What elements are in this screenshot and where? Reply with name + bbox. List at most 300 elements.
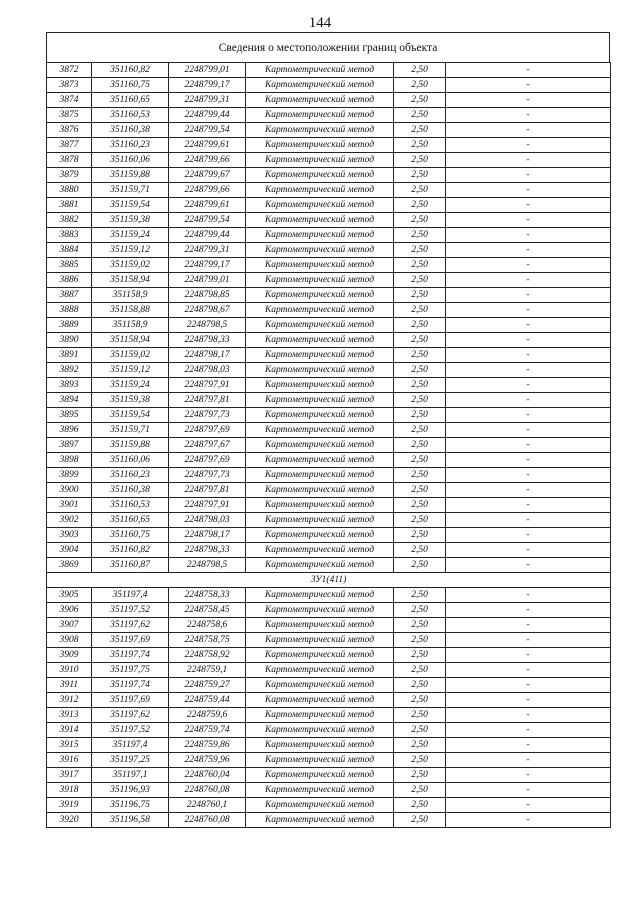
cell-description: -: [446, 228, 611, 243]
table-row: [47, 168, 611, 183]
cell-description: -: [446, 273, 611, 288]
table-row: [47, 393, 611, 408]
cell-method: Картометрический метод: [246, 603, 394, 618]
cell-point-number: 3916: [47, 753, 92, 768]
cell-y-coordinate: 2248798,5: [169, 318, 246, 333]
cell-point-number: 3900: [47, 483, 92, 498]
cell-description: -: [446, 693, 611, 708]
cell-accuracy: 2,50: [394, 333, 446, 348]
cell-accuracy: 2,50: [394, 813, 446, 828]
cell-description: -: [446, 183, 611, 198]
cell-x-coordinate: 351159,54: [92, 408, 169, 423]
cell-y-coordinate: 2248758,75: [169, 633, 246, 648]
table-row: [47, 408, 611, 423]
cell-method: Картометрический метод: [246, 153, 394, 168]
cell-y-coordinate: 2248798,5: [169, 558, 246, 573]
cell-x-coordinate: 351197,25: [92, 753, 169, 768]
cell-y-coordinate: 2248759,74: [169, 723, 246, 738]
table-row: [47, 333, 611, 348]
cell-description: -: [446, 678, 611, 693]
cell-accuracy: 2,50: [394, 363, 446, 378]
cell-accuracy: 2,50: [394, 453, 446, 468]
cell-x-coordinate: 351158,9: [92, 288, 169, 303]
cell-x-coordinate: 351197,74: [92, 648, 169, 663]
cell-y-coordinate: 2248798,17: [169, 348, 246, 363]
cell-method: Картометрический метод: [246, 678, 394, 693]
cell-point-number: 3920: [47, 813, 92, 828]
cell-description: -: [446, 633, 611, 648]
cell-point-number: 3889: [47, 318, 92, 333]
cell-description: -: [446, 453, 611, 468]
cell-point-number: 3885: [47, 258, 92, 273]
cell-point-number: 3874: [47, 93, 92, 108]
cell-accuracy: 2,50: [394, 318, 446, 333]
cell-description: -: [446, 153, 611, 168]
cell-description: -: [446, 243, 611, 258]
cell-y-coordinate: 2248799,54: [169, 213, 246, 228]
table-row: [47, 123, 611, 138]
cell-description: -: [446, 543, 611, 558]
cell-description: -: [446, 348, 611, 363]
table-row: [47, 228, 611, 243]
cell-x-coordinate: 351158,88: [92, 303, 169, 318]
cell-method: Картометрический метод: [246, 123, 394, 138]
cell-method: Картометрический метод: [246, 228, 394, 243]
cell-method: Картометрический метод: [246, 363, 394, 378]
table-row: [47, 63, 611, 78]
cell-method: Картометрический метод: [246, 783, 394, 798]
cell-x-coordinate: 351159,38: [92, 393, 169, 408]
cell-description: -: [446, 378, 611, 393]
cell-y-coordinate: 2248759,27: [169, 678, 246, 693]
cell-description: -: [446, 723, 611, 738]
cell-x-coordinate: 351160,23: [92, 468, 169, 483]
cell-point-number: 3912: [47, 693, 92, 708]
cell-y-coordinate: 2248797,69: [169, 423, 246, 438]
group-label: ЗУ1(411): [47, 573, 611, 588]
cell-y-coordinate: 2248797,73: [169, 408, 246, 423]
cell-x-coordinate: 351158,9: [92, 318, 169, 333]
page-number: 144: [308, 15, 332, 31]
cell-description: -: [446, 588, 611, 603]
cell-x-coordinate: 351160,38: [92, 483, 169, 498]
cell-y-coordinate: 2248798,33: [169, 333, 246, 348]
table-row: [47, 738, 611, 753]
cell-description: -: [446, 813, 611, 828]
cell-point-number: 3888: [47, 303, 92, 318]
cell-accuracy: 2,50: [394, 708, 446, 723]
cell-x-coordinate: 351160,06: [92, 453, 169, 468]
cell-x-coordinate: 351197,4: [92, 738, 169, 753]
cell-description: -: [446, 408, 611, 423]
cell-accuracy: 2,50: [394, 348, 446, 363]
cell-point-number: 3915: [47, 738, 92, 753]
cell-y-coordinate: 2248759,44: [169, 693, 246, 708]
cell-method: Картометрический метод: [246, 408, 394, 423]
cell-point-number: 3894: [47, 393, 92, 408]
cell-x-coordinate: 351196,75: [92, 798, 169, 813]
cell-point-number: 3911: [47, 678, 92, 693]
cell-accuracy: 2,50: [394, 408, 446, 423]
cell-accuracy: 2,50: [394, 693, 446, 708]
cell-accuracy: 2,50: [394, 528, 446, 543]
cell-point-number: 3869: [47, 558, 92, 573]
cell-y-coordinate: 2248798,03: [169, 513, 246, 528]
cell-accuracy: 2,50: [394, 618, 446, 633]
table-row: [47, 768, 611, 783]
cell-accuracy: 2,50: [394, 423, 446, 438]
cell-y-coordinate: 2248797,81: [169, 483, 246, 498]
coordinates-table: [46, 62, 611, 828]
cell-y-coordinate: 2248799,67: [169, 168, 246, 183]
cell-accuracy: 2,50: [394, 483, 446, 498]
cell-description: -: [446, 768, 611, 783]
cell-accuracy: 2,50: [394, 588, 446, 603]
cell-description: -: [446, 558, 611, 573]
cell-x-coordinate: 351160,75: [92, 78, 169, 93]
cell-method: Картометрический метод: [246, 213, 394, 228]
cell-accuracy: 2,50: [394, 303, 446, 318]
cell-description: -: [446, 213, 611, 228]
section-header: [46, 32, 610, 62]
cell-point-number: 3881: [47, 198, 92, 213]
cell-method: Картометрический метод: [246, 453, 394, 468]
cell-description: -: [446, 498, 611, 513]
cell-description: -: [446, 423, 611, 438]
table-row: [47, 618, 611, 633]
cell-method: Картометрический метод: [246, 738, 394, 753]
cell-method: Картометрический метод: [246, 378, 394, 393]
cell-accuracy: 2,50: [394, 738, 446, 753]
table-row: [47, 93, 611, 108]
cell-y-coordinate: 2248798,17: [169, 528, 246, 543]
cell-x-coordinate: 351159,88: [92, 168, 169, 183]
table-row: [47, 363, 611, 378]
cell-method: Картометрический метод: [246, 183, 394, 198]
table-row: [47, 633, 611, 648]
section-title: Сведения о местоположении границ объекта: [218, 42, 438, 54]
table-row: [47, 723, 611, 738]
cell-y-coordinate: 2248799,66: [169, 153, 246, 168]
cell-y-coordinate: 2248760,1: [169, 798, 246, 813]
cell-point-number: 3887: [47, 288, 92, 303]
cell-x-coordinate: 351160,38: [92, 123, 169, 138]
cell-accuracy: 2,50: [394, 63, 446, 78]
cell-description: -: [446, 528, 611, 543]
table-row: [47, 183, 611, 198]
cell-point-number: 3878: [47, 153, 92, 168]
cell-x-coordinate: 351159,24: [92, 228, 169, 243]
table-row: [47, 603, 611, 618]
cell-method: Картометрический метод: [246, 243, 394, 258]
table-row: [47, 588, 611, 603]
cell-point-number: 3883: [47, 228, 92, 243]
table-row: [47, 453, 611, 468]
cell-method: Картометрический метод: [246, 303, 394, 318]
cell-method: Картометрический метод: [246, 198, 394, 213]
cell-description: -: [446, 303, 611, 318]
cell-x-coordinate: 351197,74: [92, 678, 169, 693]
cell-method: Картометрический метод: [246, 648, 394, 663]
cell-point-number: 3875: [47, 108, 92, 123]
cell-x-coordinate: 351197,52: [92, 723, 169, 738]
cell-method: Картометрический метод: [246, 393, 394, 408]
cell-method: Картометрический метод: [246, 138, 394, 153]
cell-accuracy: 2,50: [394, 153, 446, 168]
cell-y-coordinate: 2248799,61: [169, 198, 246, 213]
coordinates-table-body: [47, 63, 611, 828]
cell-accuracy: 2,50: [394, 468, 446, 483]
cell-accuracy: 2,50: [394, 513, 446, 528]
cell-description: -: [446, 603, 611, 618]
cell-y-coordinate: 2248799,31: [169, 93, 246, 108]
cell-x-coordinate: 351197,62: [92, 708, 169, 723]
cell-accuracy: 2,50: [394, 243, 446, 258]
cell-x-coordinate: 351160,87: [92, 558, 169, 573]
table-row: [47, 198, 611, 213]
cell-accuracy: 2,50: [394, 378, 446, 393]
cell-x-coordinate: 351158,94: [92, 333, 169, 348]
cell-method: Картометрический метод: [246, 288, 394, 303]
cell-method: Картометрический метод: [246, 78, 394, 93]
table-row: [47, 138, 611, 153]
cell-x-coordinate: 351160,53: [92, 498, 169, 513]
cell-y-coordinate: 2248799,17: [169, 258, 246, 273]
cell-description: -: [446, 483, 611, 498]
cell-x-coordinate: 351159,71: [92, 183, 169, 198]
cell-method: Картометрический метод: [246, 663, 394, 678]
cell-description: -: [446, 198, 611, 213]
cell-accuracy: 2,50: [394, 93, 446, 108]
cell-point-number: 3902: [47, 513, 92, 528]
cell-description: -: [446, 123, 611, 138]
cell-x-coordinate: 351196,93: [92, 783, 169, 798]
cell-accuracy: 2,50: [394, 108, 446, 123]
table-row: [47, 78, 611, 93]
cell-description: -: [446, 798, 611, 813]
cell-point-number: 3884: [47, 243, 92, 258]
cell-point-number: 3907: [47, 618, 92, 633]
cell-y-coordinate: 2248797,91: [169, 378, 246, 393]
cell-method: Картометрический метод: [246, 333, 394, 348]
cell-y-coordinate: 2248797,91: [169, 498, 246, 513]
cell-y-coordinate: 2248758,33: [169, 588, 246, 603]
cell-point-number: 3905: [47, 588, 92, 603]
cell-y-coordinate: 2248799,01: [169, 273, 246, 288]
cell-x-coordinate: 351197,4: [92, 588, 169, 603]
cell-x-coordinate: 351159,24: [92, 378, 169, 393]
cell-y-coordinate: 2248799,66: [169, 183, 246, 198]
cell-y-coordinate: 2248759,86: [169, 738, 246, 753]
cell-accuracy: 2,50: [394, 183, 446, 198]
cell-x-coordinate: 351197,69: [92, 693, 169, 708]
cell-point-number: 3893: [47, 378, 92, 393]
cell-method: Картометрический метод: [246, 168, 394, 183]
cell-description: -: [446, 138, 611, 153]
table-row: [47, 258, 611, 273]
table-row: [47, 528, 611, 543]
cell-method: Картометрический метод: [246, 693, 394, 708]
table-row: [47, 813, 611, 828]
table-row: [47, 153, 611, 168]
cell-point-number: 3906: [47, 603, 92, 618]
cell-accuracy: 2,50: [394, 213, 446, 228]
cell-description: -: [446, 363, 611, 378]
cell-y-coordinate: 2248759,6: [169, 708, 246, 723]
cell-x-coordinate: 351160,23: [92, 138, 169, 153]
cell-y-coordinate: 2248798,67: [169, 303, 246, 318]
cell-description: -: [446, 783, 611, 798]
cell-accuracy: 2,50: [394, 783, 446, 798]
table-row: [47, 798, 611, 813]
cell-method: Картометрический метод: [246, 93, 394, 108]
cell-accuracy: 2,50: [394, 603, 446, 618]
cell-method: Картометрический метод: [246, 498, 394, 513]
cell-point-number: 3908: [47, 633, 92, 648]
cell-method: Картометрический метод: [246, 513, 394, 528]
cell-point-number: 3891: [47, 348, 92, 363]
cell-method: Картометрический метод: [246, 798, 394, 813]
cell-method: Картометрический метод: [246, 63, 394, 78]
cell-y-coordinate: 2248799,54: [169, 123, 246, 138]
cell-accuracy: 2,50: [394, 678, 446, 693]
cell-description: -: [446, 468, 611, 483]
cell-x-coordinate: 351158,94: [92, 273, 169, 288]
table-row: [47, 303, 611, 318]
cell-accuracy: 2,50: [394, 663, 446, 678]
cell-description: -: [446, 753, 611, 768]
cell-accuracy: 2,50: [394, 138, 446, 153]
cell-y-coordinate: 2248797,69: [169, 453, 246, 468]
table-row: [47, 213, 611, 228]
cell-method: Картометрический метод: [246, 768, 394, 783]
cell-x-coordinate: 351160,82: [92, 63, 169, 78]
table-row: [47, 513, 611, 528]
cell-accuracy: 2,50: [394, 558, 446, 573]
cell-y-coordinate: 2248759,1: [169, 663, 246, 678]
table-row: [47, 693, 611, 708]
table-row: [47, 318, 611, 333]
cell-point-number: 3913: [47, 708, 92, 723]
cell-y-coordinate: 2248799,31: [169, 243, 246, 258]
cell-x-coordinate: 351160,06: [92, 153, 169, 168]
table-row: [47, 243, 611, 258]
table-row: [47, 678, 611, 693]
cell-method: Картометрический метод: [246, 108, 394, 123]
table-row: [47, 273, 611, 288]
cell-method: Картометрический метод: [246, 558, 394, 573]
cell-y-coordinate: 2248798,85: [169, 288, 246, 303]
cell-x-coordinate: 351197,75: [92, 663, 169, 678]
cell-point-number: 3917: [47, 768, 92, 783]
table-row: [47, 483, 611, 498]
cell-accuracy: 2,50: [394, 258, 446, 273]
cell-accuracy: 2,50: [394, 543, 446, 558]
cell-y-coordinate: 2248797,81: [169, 393, 246, 408]
cell-y-coordinate: 2248797,73: [169, 468, 246, 483]
cell-point-number: 3880: [47, 183, 92, 198]
table-row: [47, 378, 611, 393]
cell-x-coordinate: 351159,88: [92, 438, 169, 453]
cell-x-coordinate: 351160,53: [92, 108, 169, 123]
table-row: [47, 108, 611, 123]
cell-x-coordinate: 351159,38: [92, 213, 169, 228]
cell-description: -: [446, 618, 611, 633]
group-row: [47, 573, 611, 588]
cell-point-number: 3910: [47, 663, 92, 678]
cell-point-number: 3873: [47, 78, 92, 93]
cell-method: Картометрический метод: [246, 633, 394, 648]
cell-method: Картометрический метод: [246, 753, 394, 768]
cell-x-coordinate: 351160,65: [92, 513, 169, 528]
cell-description: -: [446, 318, 611, 333]
table-row: [47, 648, 611, 663]
cell-point-number: 3904: [47, 543, 92, 558]
cell-description: -: [446, 648, 611, 663]
cell-description: -: [446, 438, 611, 453]
cell-y-coordinate: 2248758,6: [169, 618, 246, 633]
cell-point-number: 3876: [47, 123, 92, 138]
cell-point-number: 3882: [47, 213, 92, 228]
cell-point-number: 3898: [47, 453, 92, 468]
cell-description: -: [446, 663, 611, 678]
cell-description: -: [446, 513, 611, 528]
cell-description: -: [446, 108, 611, 123]
cell-point-number: 3919: [47, 798, 92, 813]
cell-y-coordinate: 2248799,44: [169, 228, 246, 243]
cell-point-number: 3903: [47, 528, 92, 543]
cell-accuracy: 2,50: [394, 288, 446, 303]
table-row: [47, 543, 611, 558]
cell-accuracy: 2,50: [394, 78, 446, 93]
cell-point-number: 3890: [47, 333, 92, 348]
cell-point-number: 3879: [47, 168, 92, 183]
cell-accuracy: 2,50: [394, 723, 446, 738]
cell-accuracy: 2,50: [394, 798, 446, 813]
cell-y-coordinate: 2248799,01: [169, 63, 246, 78]
cell-x-coordinate: 351197,52: [92, 603, 169, 618]
table-row: [47, 783, 611, 798]
table-row: [47, 288, 611, 303]
cell-point-number: 3892: [47, 363, 92, 378]
cell-x-coordinate: 351197,69: [92, 633, 169, 648]
cell-accuracy: 2,50: [394, 633, 446, 648]
cell-x-coordinate: 351160,82: [92, 543, 169, 558]
cell-method: Картометрический метод: [246, 543, 394, 558]
table-row: [47, 468, 611, 483]
cell-method: Картометрический метод: [246, 588, 394, 603]
cell-accuracy: 2,50: [394, 273, 446, 288]
cell-y-coordinate: 2248760,08: [169, 813, 246, 828]
cell-description: -: [446, 738, 611, 753]
cell-point-number: 3909: [47, 648, 92, 663]
cell-method: Картометрический метод: [246, 438, 394, 453]
cell-x-coordinate: 351196,58: [92, 813, 169, 828]
cell-description: -: [446, 708, 611, 723]
cell-description: -: [446, 93, 611, 108]
cell-accuracy: 2,50: [394, 228, 446, 243]
cell-method: Картометрический метод: [246, 813, 394, 828]
cell-method: Картометрический метод: [246, 618, 394, 633]
cell-y-coordinate: 2248758,45: [169, 603, 246, 618]
cell-accuracy: 2,50: [394, 438, 446, 453]
cell-x-coordinate: 351159,02: [92, 348, 169, 363]
cell-y-coordinate: 2248760,08: [169, 783, 246, 798]
cell-y-coordinate: 2248799,17: [169, 78, 246, 93]
cell-accuracy: 2,50: [394, 498, 446, 513]
table-row: [47, 498, 611, 513]
cell-method: Картометрический метод: [246, 423, 394, 438]
